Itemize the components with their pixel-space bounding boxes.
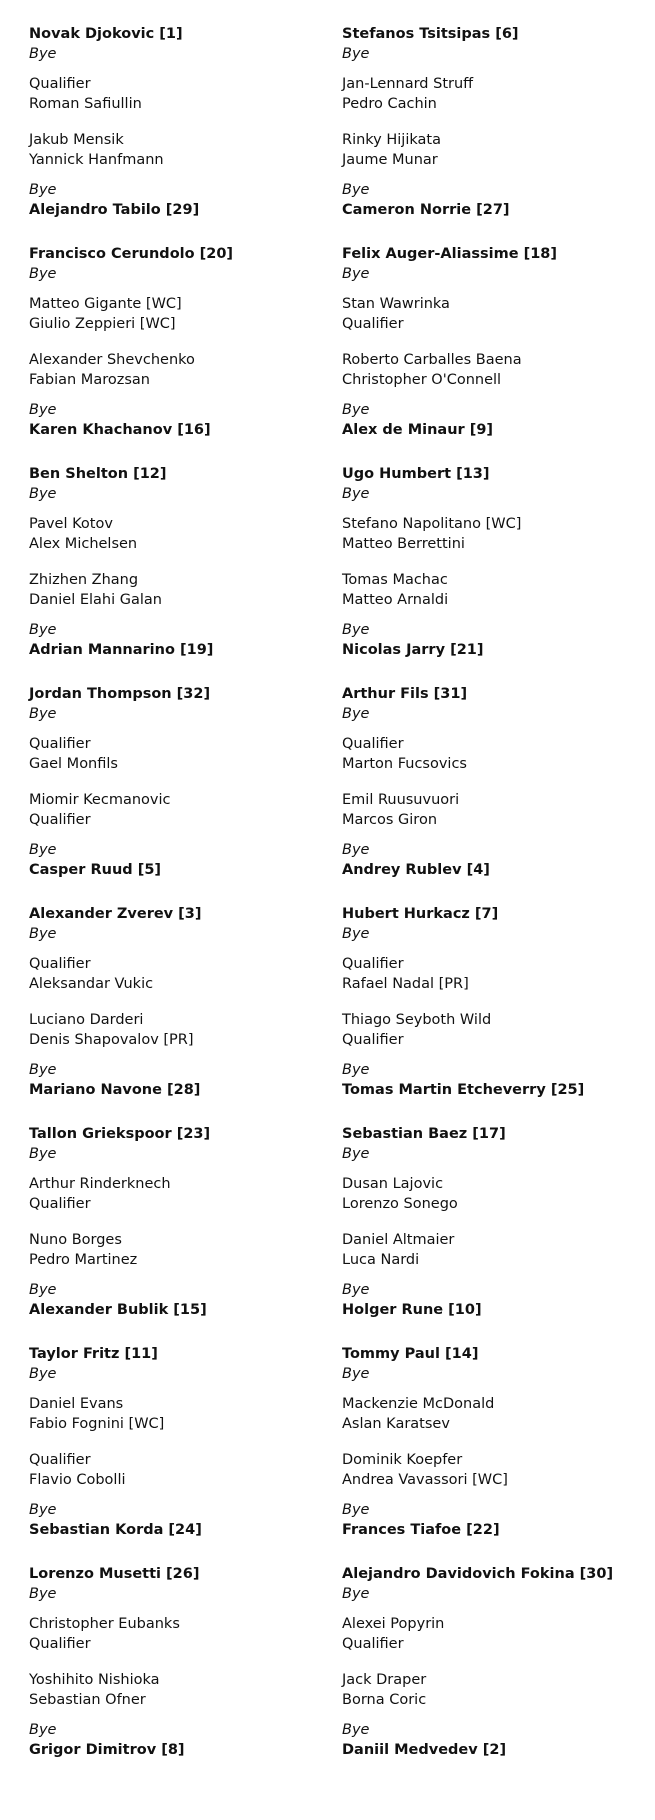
- player-name: Fabian Marozsan: [29, 372, 150, 388]
- match-pair: [342, 1500, 642, 1540]
- player-name: Dominik Koepfer: [342, 1452, 463, 1468]
- player-name: Borna Coric: [342, 1692, 427, 1708]
- bye-label: Bye: [342, 926, 370, 942]
- match-pair: [29, 180, 329, 220]
- match-pair: [29, 514, 329, 554]
- bye-label: Bye: [29, 1146, 57, 1162]
- match-pair: [29, 790, 329, 830]
- match-pair: [29, 1614, 329, 1654]
- seeded-player-name: Sebastian Baez [17]: [342, 1126, 506, 1142]
- player-name: Giulio Zeppieri [WC]: [29, 316, 176, 332]
- player-name: Gael Monfils: [29, 756, 118, 772]
- player-name: Qualifier: [29, 1452, 91, 1468]
- player-name: Qualifier: [29, 76, 91, 92]
- player-name: Qualifier: [342, 1636, 404, 1652]
- match-pair: [342, 1394, 642, 1434]
- player-name: Pedro Martinez: [29, 1252, 138, 1268]
- seeded-player-name: Grigor Dimitrov [8]: [29, 1742, 185, 1758]
- bye-label: Bye: [342, 46, 370, 62]
- seeded-player-name: Alexander Zverev [3]: [29, 906, 202, 922]
- player-name: Lorenzo Sonego: [342, 1196, 458, 1212]
- bye-label: Bye: [342, 622, 370, 638]
- player-name: Matteo Berrettini: [342, 536, 465, 552]
- seeded-player-name: Nicolas Jarry [21]: [342, 642, 484, 658]
- match-pair: [342, 514, 642, 554]
- player-name: Qualifier: [342, 736, 404, 752]
- bye-label: Bye: [29, 1502, 57, 1518]
- player-name: Alexei Popyrin: [342, 1616, 445, 1632]
- bye-label: Bye: [342, 1146, 370, 1162]
- match-pair: [29, 1280, 329, 1320]
- match-pair: [29, 130, 329, 170]
- player-name: Luciano Darderi: [29, 1012, 144, 1028]
- match-pair: [342, 1614, 642, 1654]
- match-pair: [342, 130, 642, 170]
- match-pair: [342, 350, 642, 390]
- draw-section: [29, 244, 329, 440]
- match-pair: [29, 840, 329, 880]
- match-pair: [342, 734, 642, 774]
- match-pair: [29, 244, 329, 284]
- seeded-player-name: Sebastian Korda [24]: [29, 1522, 202, 1538]
- bye-label: Bye: [342, 402, 370, 418]
- player-name: Dusan Lajovic: [342, 1176, 444, 1192]
- player-name: Yoshihito Nishioka: [29, 1672, 160, 1688]
- draw-section: [29, 684, 329, 880]
- match-pair: [342, 1124, 642, 1164]
- draw-section: [342, 1124, 642, 1320]
- player-name: Qualifier: [29, 1196, 91, 1212]
- draw-section: [342, 904, 642, 1100]
- bye-label: Bye: [342, 842, 370, 858]
- match-pair: [342, 1344, 642, 1384]
- player-name: Marcos Giron: [342, 812, 438, 828]
- player-name: Marton Fucsovics: [342, 756, 467, 772]
- match-pair: [29, 400, 329, 440]
- match-pair: [29, 74, 329, 114]
- player-name: Qualifier: [342, 1032, 404, 1048]
- match-pair: [342, 74, 642, 114]
- match-pair: [29, 464, 329, 504]
- bye-label: Bye: [29, 1282, 57, 1298]
- match-pair: [29, 1124, 329, 1164]
- bye-label: Bye: [29, 706, 57, 722]
- player-name: Andrea Vavassori [WC]: [342, 1472, 508, 1488]
- match-pair: [342, 1280, 642, 1320]
- match-pair: [342, 244, 642, 284]
- draw-section: [342, 24, 642, 220]
- bye-label: Bye: [29, 1722, 57, 1738]
- seeded-player-name: Hubert Hurkacz [7]: [342, 906, 499, 922]
- player-name: Thiago Seyboth Wild: [342, 1012, 492, 1028]
- draw-section: [342, 464, 642, 660]
- match-pair: [29, 1564, 329, 1604]
- bye-label: Bye: [29, 622, 57, 638]
- match-pair: [29, 1060, 329, 1100]
- match-pair: [342, 620, 642, 660]
- player-name: Luca Nardi: [342, 1252, 420, 1268]
- player-name: Roberto Carballes Baena: [342, 352, 522, 368]
- player-name: Sebastian Ofner: [29, 1692, 146, 1708]
- draw-section: [342, 684, 642, 880]
- player-name: Denis Shapovalov [PR]: [29, 1032, 194, 1048]
- bye-label: Bye: [342, 266, 370, 282]
- match-pair: [29, 684, 329, 724]
- player-name: Daniel Evans: [29, 1396, 124, 1412]
- match-pair: [342, 294, 642, 334]
- draw-section: [29, 1124, 329, 1320]
- bye-label: Bye: [342, 182, 370, 198]
- seeded-player-name: Stefanos Tsitsipas [6]: [342, 26, 519, 42]
- bye-label: Bye: [342, 1722, 370, 1738]
- match-pair: [342, 570, 642, 610]
- seeded-player-name: Karen Khachanov [16]: [29, 422, 211, 438]
- match-pair: [29, 1670, 329, 1710]
- player-name: Pedro Cachin: [342, 96, 437, 112]
- player-name: Jakub Mensik: [29, 132, 124, 148]
- player-name: Yannick Hanfmann: [29, 152, 164, 168]
- match-pair: [29, 1230, 329, 1270]
- bye-label: Bye: [29, 46, 57, 62]
- match-pair: [342, 1230, 642, 1270]
- player-name: Fabio Fognini [WC]: [29, 1416, 165, 1432]
- player-name: Jack Draper: [342, 1672, 427, 1688]
- draw-column-right: [342, 24, 642, 1784]
- bye-label: Bye: [29, 486, 57, 502]
- bye-label: Bye: [29, 1062, 57, 1078]
- player-name: Qualifier: [29, 736, 91, 752]
- match-pair: [342, 1174, 642, 1214]
- draw-section: [29, 24, 329, 220]
- draw-section: [29, 464, 329, 660]
- player-name: Arthur Rinderknech: [29, 1176, 171, 1192]
- match-pair: [29, 904, 329, 944]
- seeded-player-name: Taylor Fritz [11]: [29, 1346, 158, 1362]
- seeded-player-name: Alejandro Davidovich Fokina [30]: [342, 1566, 614, 1582]
- match-pair: [29, 1394, 329, 1434]
- match-pair: [29, 24, 329, 64]
- seeded-player-name: Arthur Fils [31]: [342, 686, 468, 702]
- match-pair: [29, 1344, 329, 1384]
- player-name: Aslan Karatsev: [342, 1416, 450, 1432]
- seeded-player-name: Frances Tiafoe [22]: [342, 1522, 500, 1538]
- draw-section: [29, 1564, 329, 1760]
- bye-label: Bye: [342, 1586, 370, 1602]
- seeded-player-name: Holger Rune [10]: [342, 1302, 482, 1318]
- player-name: Miomir Kecmanovic: [29, 792, 171, 808]
- draw-column-left: [29, 24, 329, 1784]
- player-name: Rinky Hijikata: [342, 132, 441, 148]
- seeded-player-name: Tallon Griekspoor [23]: [29, 1126, 211, 1142]
- match-pair: [29, 734, 329, 774]
- player-name: Qualifier: [29, 1636, 91, 1652]
- match-pair: [342, 1564, 642, 1604]
- seeded-player-name: Daniil Medvedev [2]: [342, 1742, 507, 1758]
- draw-section: [29, 904, 329, 1100]
- player-name: Daniel Altmaier: [342, 1232, 455, 1248]
- seeded-player-name: Alexander Bublik [15]: [29, 1302, 207, 1318]
- match-pair: [342, 840, 642, 880]
- bye-label: Bye: [29, 1586, 57, 1602]
- player-name: Daniel Elahi Galan: [29, 592, 162, 608]
- player-name: Jan-Lennard Struff: [342, 76, 474, 92]
- seeded-player-name: Tomas Martin Etcheverry [25]: [342, 1082, 585, 1098]
- bye-label: Bye: [342, 486, 370, 502]
- player-name: Aleksandar Vukic: [29, 976, 154, 992]
- match-pair: [342, 400, 642, 440]
- match-pair: [29, 1010, 329, 1050]
- seeded-player-name: Felix Auger-Aliassime [18]: [342, 246, 558, 262]
- player-name: Christopher O'Connell: [342, 372, 502, 388]
- player-name: Qualifier: [342, 956, 404, 972]
- match-pair: [342, 1450, 642, 1490]
- seeded-player-name: Jordan Thompson [32]: [29, 686, 211, 702]
- match-pair: [342, 464, 642, 504]
- draw-section: [342, 1344, 642, 1540]
- match-pair: [29, 350, 329, 390]
- bye-label: Bye: [342, 1502, 370, 1518]
- match-pair: [29, 570, 329, 610]
- seeded-player-name: Francisco Cerundolo [20]: [29, 246, 234, 262]
- player-name: Tomas Machac: [342, 572, 448, 588]
- seeded-player-name: Alex de Minaur [9]: [342, 422, 494, 438]
- match-pair: [29, 1500, 329, 1540]
- bye-label: Bye: [29, 842, 57, 858]
- match-pair: [342, 1670, 642, 1710]
- match-pair: [342, 684, 642, 724]
- player-name: Nuno Borges: [29, 1232, 122, 1248]
- player-name: Roman Safiullin: [29, 96, 142, 112]
- match-pair: [29, 1450, 329, 1490]
- match-pair: [342, 790, 642, 830]
- player-name: Qualifier: [29, 812, 91, 828]
- seeded-player-name: Casper Ruud [5]: [29, 862, 162, 878]
- bye-label: Bye: [342, 1062, 370, 1078]
- draw-section: [342, 1564, 642, 1760]
- player-name: Qualifier: [342, 316, 404, 332]
- player-name: Mackenzie McDonald: [342, 1396, 495, 1412]
- bye-label: Bye: [29, 266, 57, 282]
- seeded-player-name: Ugo Humbert [13]: [342, 466, 490, 482]
- player-name: Matteo Arnaldi: [342, 592, 449, 608]
- bye-label: Bye: [29, 182, 57, 198]
- player-name: Alexander Shevchenko: [29, 352, 195, 368]
- player-name: Emil Ruusuvuori: [342, 792, 460, 808]
- seeded-player-name: Cameron Norrie [27]: [342, 202, 510, 218]
- bye-label: Bye: [342, 1282, 370, 1298]
- seeded-player-name: Lorenzo Musetti [26]: [29, 1566, 200, 1582]
- match-pair: [342, 954, 642, 994]
- match-pair: [29, 294, 329, 334]
- bye-label: Bye: [29, 1366, 57, 1382]
- bye-label: Bye: [342, 1366, 370, 1382]
- player-name: Stefano Napolitano [WC]: [342, 516, 522, 532]
- draw-section: [29, 1344, 329, 1540]
- player-name: Zhizhen Zhang: [29, 572, 139, 588]
- player-name: Jaume Munar: [342, 152, 438, 168]
- seeded-player-name: Andrey Rublev [4]: [342, 862, 490, 878]
- match-pair: [29, 1720, 329, 1760]
- match-pair: [29, 1174, 329, 1214]
- player-name: Qualifier: [29, 956, 91, 972]
- match-pair: [29, 620, 329, 660]
- match-pair: [342, 180, 642, 220]
- match-pair: [342, 904, 642, 944]
- match-pair: [342, 24, 642, 64]
- player-name: Matteo Gigante [WC]: [29, 296, 182, 312]
- match-pair: [342, 1010, 642, 1050]
- player-name: Alex Michelsen: [29, 536, 138, 552]
- match-pair: [342, 1060, 642, 1100]
- player-name: Pavel Kotov: [29, 516, 113, 532]
- seeded-player-name: Alejandro Tabilo [29]: [29, 202, 200, 218]
- seeded-player-name: Adrian Mannarino [19]: [29, 642, 214, 658]
- player-name: Rafael Nadal [PR]: [342, 976, 469, 992]
- draw-section: [342, 244, 642, 440]
- match-pair: [342, 1720, 642, 1760]
- player-name: Christopher Eubanks: [29, 1616, 180, 1632]
- match-pair: [29, 954, 329, 994]
- bye-label: Bye: [29, 402, 57, 418]
- bye-label: Bye: [342, 706, 370, 722]
- player-name: Stan Wawrinka: [342, 296, 450, 312]
- seeded-player-name: Tommy Paul [14]: [342, 1346, 479, 1362]
- bye-label: Bye: [29, 926, 57, 942]
- seeded-player-name: Ben Shelton [12]: [29, 466, 167, 482]
- seeded-player-name: Novak Djokovic [1]: [29, 26, 183, 42]
- player-name: Flavio Cobolli: [29, 1472, 126, 1488]
- seeded-player-name: Mariano Navone [28]: [29, 1082, 201, 1098]
